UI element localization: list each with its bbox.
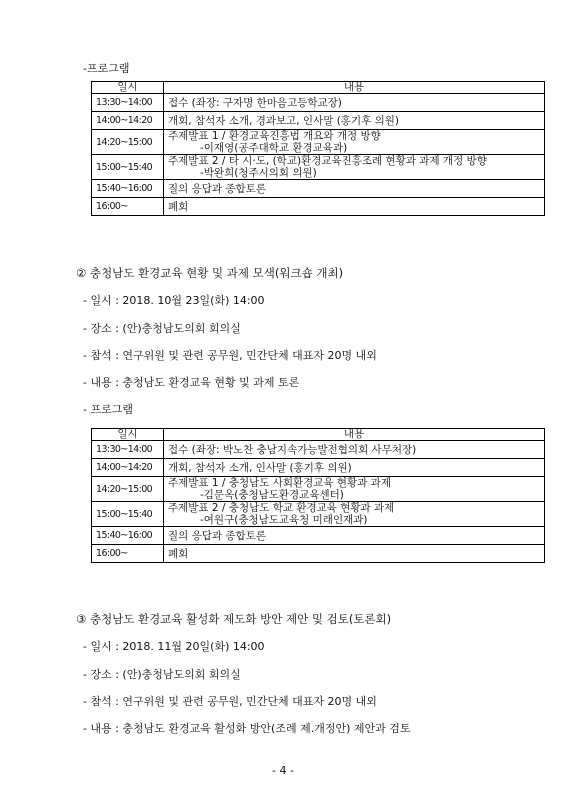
table-row xyxy=(92,94,545,112)
table-row xyxy=(92,130,545,155)
header-content: 내용 xyxy=(164,429,545,441)
content-main: 질의 응답과 종합토론 xyxy=(168,529,266,542)
content-cell xyxy=(164,198,545,216)
table-header-row xyxy=(92,429,545,441)
content-cell xyxy=(164,155,545,180)
section-2-bullet: - 일시 : 2018. 10월 23일(화) 14:00 xyxy=(83,294,265,307)
table-row xyxy=(92,155,545,180)
time-cell: 14:00~14:20 xyxy=(92,459,164,477)
section-3-title: ③ 충청남도 환경교육 활성화 제도화 방안 제안 및 검토(토론회) xyxy=(76,612,392,626)
content-cell xyxy=(164,441,545,459)
content-cell xyxy=(164,502,545,527)
time-cell: 16:00~ xyxy=(92,545,164,563)
content-cell xyxy=(164,112,545,130)
table-row xyxy=(92,545,545,563)
section-3-bullet: - 내용 : 충청남도 환경교육 활성화 방안(조례 제.개정안) 제안과 검토 xyxy=(83,722,411,735)
table-row xyxy=(92,502,545,527)
section-3-bullet: - 참석 : 연구위원 및 관련 공무원, 민간단체 대표자 20명 내외 xyxy=(83,695,377,708)
table-row xyxy=(92,112,545,130)
section-2-bullet: - 내용 : 충청남도 환경교육 현황 및 과제 토론 xyxy=(83,376,300,389)
header-content: 내용 xyxy=(164,82,545,94)
table-row xyxy=(92,441,545,459)
time-cell: 13:30~14:00 xyxy=(92,94,164,112)
time-cell: 15:40~16:00 xyxy=(92,527,164,545)
content-cell xyxy=(164,459,545,477)
content-presenter: -김문옥(충청남도환경교육센터) xyxy=(200,489,344,501)
header-time: 일시 xyxy=(92,82,164,94)
content-presenter: -박완희(청주시의회 의원) xyxy=(200,167,317,179)
section-3-bullet: - 일시 : 2018. 11월 20일(화) 14:00 xyxy=(83,640,265,653)
content-main: 개회, 참석자 소개, 인사말 (홍기후 의원) xyxy=(168,461,352,474)
time-cell: 14:20~15:00 xyxy=(92,477,164,502)
table-header-row xyxy=(92,82,545,94)
table-row xyxy=(92,477,545,502)
content-main: 접수 (좌장: 구자명 한마음고등학교장) xyxy=(168,96,342,109)
table-row xyxy=(92,459,545,477)
program-table-1 xyxy=(91,81,545,216)
content-main: 폐회 xyxy=(168,200,189,213)
table-row xyxy=(92,527,545,545)
content-main: 주제발표 1 / 환경교육진흥법 개요와 개정 방향 xyxy=(168,130,381,142)
header-time: 일시 xyxy=(92,429,164,441)
section-2-title: ② 충청남도 환경교육 현황 및 과제 모색(워크숍 개최) xyxy=(76,266,344,280)
page-number: - 4 - xyxy=(272,764,294,777)
section-2-bullet: - 참석 : 연구위원 및 관련 공무원, 민간단체 대표자 20명 내외 xyxy=(83,349,377,362)
time-cell: 16:00~ xyxy=(92,198,164,216)
time-cell: 15:00~15:40 xyxy=(92,155,164,180)
content-main: 폐회 xyxy=(168,547,189,560)
section-3-bullet: - 장소 : (안)충청남도의회 회의실 xyxy=(83,668,241,681)
section-2-bullet: - 프로그램 xyxy=(83,403,133,416)
time-cell: 13:30~14:00 xyxy=(92,441,164,459)
content-cell xyxy=(164,130,545,155)
content-main: 주제발표 1 / 충청남도 사회환경교육 현황과 과제 xyxy=(168,477,391,489)
content-main: 질의 응답과 종합토론 xyxy=(168,182,266,195)
content-presenter: -이재영(공주대학교 환경교육과) xyxy=(200,142,348,154)
content-main: 접수 (좌장: 박노찬 충남지속가능발전협의회 사무처장) xyxy=(168,443,417,456)
content-cell xyxy=(164,94,545,112)
time-cell: 15:40~16:00 xyxy=(92,180,164,198)
program-table-2 xyxy=(91,428,545,563)
content-cell xyxy=(164,527,545,545)
content-cell xyxy=(164,545,545,563)
content-main: 개회, 참석자 소개, 경과보고, 인사말 (홍기후 의원) xyxy=(168,114,399,127)
table-row xyxy=(92,198,545,216)
program-table-2-body xyxy=(92,441,545,563)
time-cell: 14:00~14:20 xyxy=(92,112,164,130)
content-cell xyxy=(164,477,545,502)
section-2-bullet: - 장소 : (안)충청남도의회 회의실 xyxy=(83,322,241,335)
content-cell xyxy=(164,180,545,198)
table-row xyxy=(92,180,545,198)
content-main: 주제발표 2 / 타 시·도, (학교)환경교육진흥조례 현황과 과제 개정 방향 xyxy=(168,155,487,167)
time-cell: 15:00~15:40 xyxy=(92,502,164,527)
content-presenter: -여원구(충청남도교육청 미래인재과) xyxy=(200,514,368,526)
program-label-1: -프로그램 xyxy=(83,62,130,75)
content-main: 주제발표 2 / 충청남도 학교 환경교육 현황과 과제 xyxy=(168,502,395,514)
time-cell: 14:20~15:00 xyxy=(92,130,164,155)
program-table-1-body xyxy=(92,94,545,216)
